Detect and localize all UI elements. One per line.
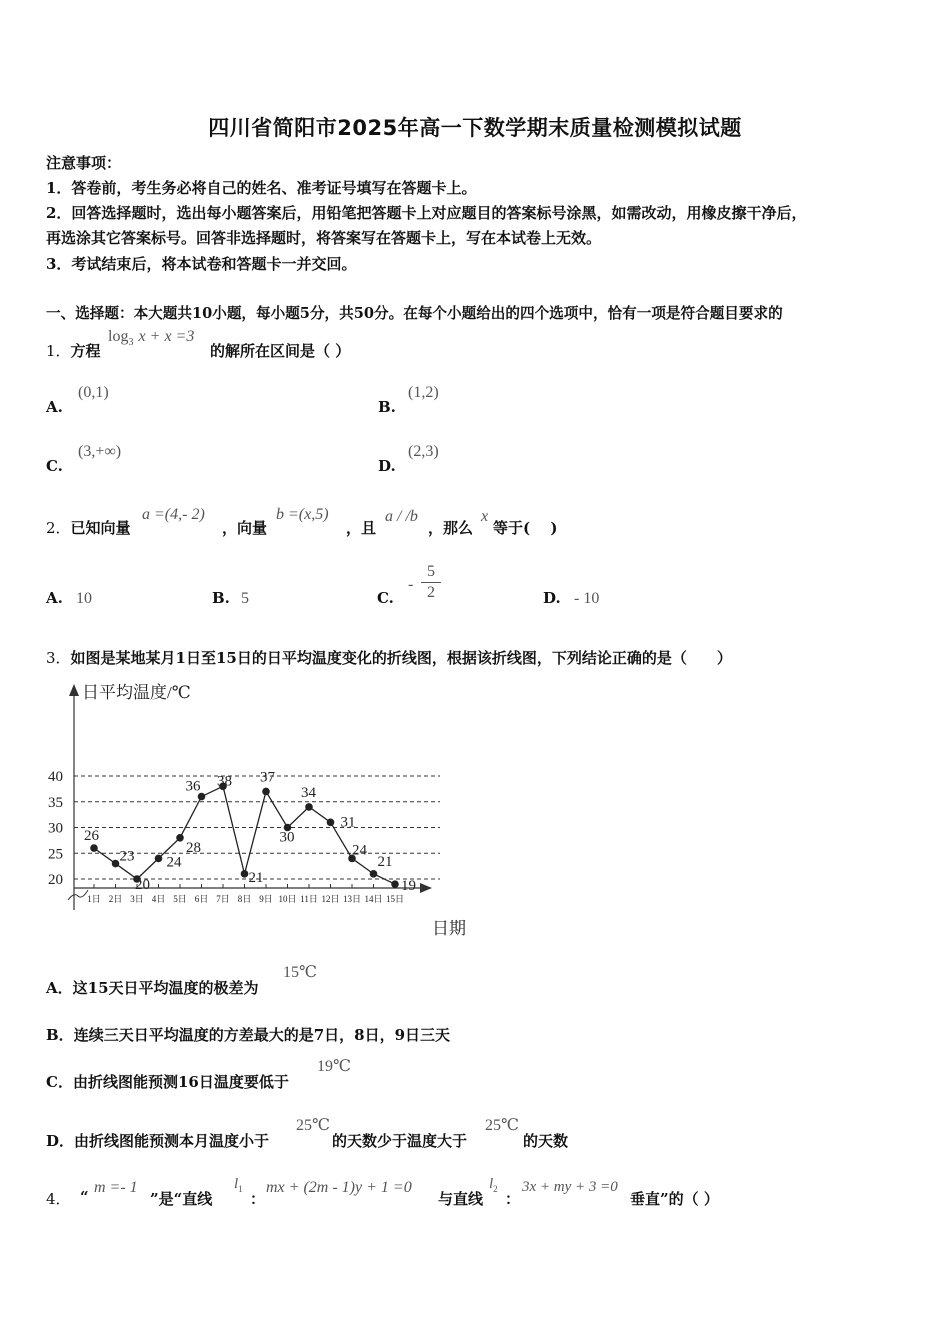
x-tick-label: 15日	[385, 894, 405, 904]
data-label: 24	[166, 854, 182, 871]
option-label: C．	[46, 1073, 73, 1091]
line-symbol: l	[489, 1176, 494, 1192]
data-point	[305, 803, 313, 811]
data-label: 30	[279, 829, 295, 846]
option-label: B.	[212, 589, 230, 607]
option-math: 25℃	[485, 1117, 519, 1134]
x-tick-label: 7日	[216, 894, 230, 904]
option-math: 25℃	[296, 1117, 330, 1134]
x-tick-label: 2日	[108, 894, 123, 904]
question-text: ，向量	[222, 519, 268, 537]
option-label: D．	[46, 1132, 75, 1150]
option-label: D.	[543, 589, 561, 607]
option-text: 连续三天日平均温度的方差最大的是7日，8日，9日三天	[73, 1026, 451, 1044]
question-text: 与直线	[438, 1190, 484, 1208]
line-symbol: l	[234, 1176, 239, 1192]
option-label: C.	[377, 589, 394, 607]
colon: ：	[505, 1190, 521, 1208]
data-label: 31	[340, 814, 356, 831]
data-label: 34	[301, 784, 316, 801]
colon: ：	[250, 1190, 266, 1208]
data-point	[327, 819, 335, 827]
question-2	[46, 517, 131, 538]
question-text: 方程	[70, 342, 101, 360]
option-text: 这15天日平均温度的极差为	[72, 979, 259, 997]
question-number: 3．	[46, 649, 71, 667]
x-tick-label: 6日	[194, 894, 209, 904]
x-tick-label: 8日	[237, 894, 252, 904]
y-axis-arrow	[69, 684, 79, 696]
data-point	[155, 855, 163, 863]
y-tick-label: 40	[48, 769, 63, 785]
temperature-line-chart	[48, 672, 480, 944]
q3-option-d	[46, 1130, 269, 1151]
condition-m: m =- 1	[94, 1179, 138, 1196]
data-point	[176, 834, 184, 842]
vector-a: a =(4,- 2)	[142, 506, 205, 523]
question-text: 垂直”的（ ）	[630, 1190, 719, 1208]
x-tick-label: 4日	[151, 894, 166, 904]
line-l2-name	[489, 1173, 498, 1194]
log-base: 3	[128, 337, 134, 349]
option-value: - 10	[574, 590, 600, 607]
x-axis-label: 日期	[432, 919, 466, 938]
vector-b: b =(x,5)	[276, 506, 329, 523]
fraction-numerator: 5	[427, 563, 435, 580]
data-label: 37	[260, 769, 275, 786]
option-label: C.	[46, 457, 63, 475]
page-title: 四川省简阳市2025年高一下数学期末质量检测模拟试题	[208, 116, 742, 140]
option-label: A.	[46, 398, 63, 416]
option-text: 由折线图能预测16日温度要低于	[72, 1073, 289, 1091]
option-text: 的天数	[523, 1132, 569, 1150]
notice-item-2-cont: 再选涂其它答案标号。回答非选择题时，将答案写在答题卡上，写在本试卷上无效。	[46, 229, 602, 247]
question-text: ，那么	[428, 519, 474, 537]
x-tick-label: 10日	[278, 894, 297, 904]
data-point	[370, 870, 378, 878]
equation-body: x + x =3	[138, 328, 195, 345]
line-l2-equation: 3x + my + 3 =0	[522, 1179, 618, 1195]
option-value: 10	[76, 590, 92, 607]
option-label: D.	[378, 457, 396, 475]
fraction-bar	[421, 582, 441, 583]
question-1-tail: 的解所在区间是（ ）	[210, 342, 351, 360]
fraction-denominator: 2	[427, 584, 435, 601]
q3-option-a	[46, 977, 259, 998]
option-text: 的天数少于温度大于	[332, 1132, 468, 1150]
option-label: B.	[378, 398, 396, 416]
x-tick-label: 1日	[87, 894, 101, 904]
option-value: (3,+∞)	[78, 443, 122, 460]
data-label: 23	[119, 848, 135, 865]
data-label: 26	[84, 828, 99, 845]
question-text: 等于( )	[493, 519, 558, 537]
data-point	[391, 880, 399, 888]
data-label: 36	[185, 778, 201, 795]
data-label: 38	[217, 773, 232, 790]
question-text: 如图是某地某月1日至15日的日平均温度变化的折线图，根据该折线图，下列结论正确的是（ ）	[70, 649, 732, 667]
q3-option-c	[46, 1071, 289, 1092]
x-tick-label: 12日	[321, 894, 340, 904]
line-l1-name	[234, 1173, 243, 1194]
option-math: 15℃	[283, 964, 317, 981]
question-number-text: 4．	[46, 1190, 71, 1208]
line-l1-equation: mx + (2m - 1)y + 1 =0	[266, 1179, 412, 1196]
notice-item-3: 3．考试结束后，将本试卷和答题卡一并交回。	[46, 255, 357, 273]
y-tick-label: 35	[48, 794, 63, 811]
fraction	[421, 563, 441, 602]
x-tick-label: 9日	[259, 894, 273, 904]
data-point	[112, 860, 120, 868]
question-3	[46, 647, 732, 668]
question-text: ，且	[346, 519, 377, 537]
x-tick-label: 3日	[130, 894, 144, 904]
x-tick-label: 11日	[300, 894, 318, 904]
option-value: (1,2)	[408, 384, 439, 401]
fraction-sign: -	[408, 576, 414, 593]
data-label: 21	[377, 853, 393, 870]
question-text: “	[80, 1188, 89, 1206]
question-text: ”是“直线	[150, 1190, 213, 1208]
axis-break-mark	[68, 890, 88, 900]
data-point	[262, 788, 270, 796]
variable-x: x	[481, 508, 489, 525]
y-tick-label: 30	[48, 820, 63, 837]
data-label: 19	[401, 878, 416, 895]
notice-item-2: 2．回答选择题时，选出每小题答案后，用铅笔把答题卡上对应题目的答案标号涂黑，如需改动，用橡皮擦干净后，	[46, 204, 807, 222]
x-tick-label: 13日	[342, 894, 362, 904]
x-axis-arrow	[420, 883, 432, 893]
y-tick-label: 25	[48, 846, 63, 863]
line-subscript: 2	[493, 1184, 498, 1195]
question-number: 2．	[46, 519, 71, 537]
section-heading: 一、选择题：本大题共10小题，每小题5分，共50分。在每个小题给出的四个选项中，恰有一项是符合题目要求的	[46, 305, 783, 322]
x-tick-label: 14日	[364, 894, 383, 904]
option-value: 5	[241, 590, 249, 607]
question-number	[46, 1188, 71, 1209]
q3-option-b	[46, 1024, 450, 1045]
data-label: 24	[352, 842, 367, 859]
notice-heading: 注意事项：	[46, 154, 122, 172]
option-value: (0,1)	[78, 384, 109, 401]
series-line	[94, 786, 395, 884]
option-label: B．	[46, 1026, 74, 1044]
y-tick-label: 20	[48, 872, 63, 888]
option-value: (2,3)	[408, 443, 439, 460]
notice-item-1: 1．答卷前，考生务必将自己的姓名、准考证号填写在答题卡上。	[46, 179, 477, 197]
q1-equation	[108, 326, 194, 348]
data-label: 20	[135, 877, 150, 893]
x-tick-label: 5日	[173, 894, 187, 904]
question-text: 已知向量	[70, 519, 131, 537]
option-label: A.	[46, 589, 63, 607]
option-text: 由折线图能预测本月温度小于	[74, 1132, 270, 1150]
y-axis-label: 日平均温度/℃	[82, 683, 191, 702]
data-label: 21	[248, 869, 264, 886]
parallel-condition: a / /b	[385, 508, 418, 525]
data-point	[241, 870, 249, 878]
option-label: A．	[46, 979, 73, 997]
line-subscript: 1	[238, 1184, 243, 1195]
data-point	[90, 844, 98, 852]
log-symbol: log	[108, 328, 129, 345]
question-number: 1．	[46, 342, 71, 360]
data-label: 28	[186, 839, 201, 856]
question-1	[46, 340, 101, 361]
option-math: 19℃	[317, 1058, 351, 1075]
